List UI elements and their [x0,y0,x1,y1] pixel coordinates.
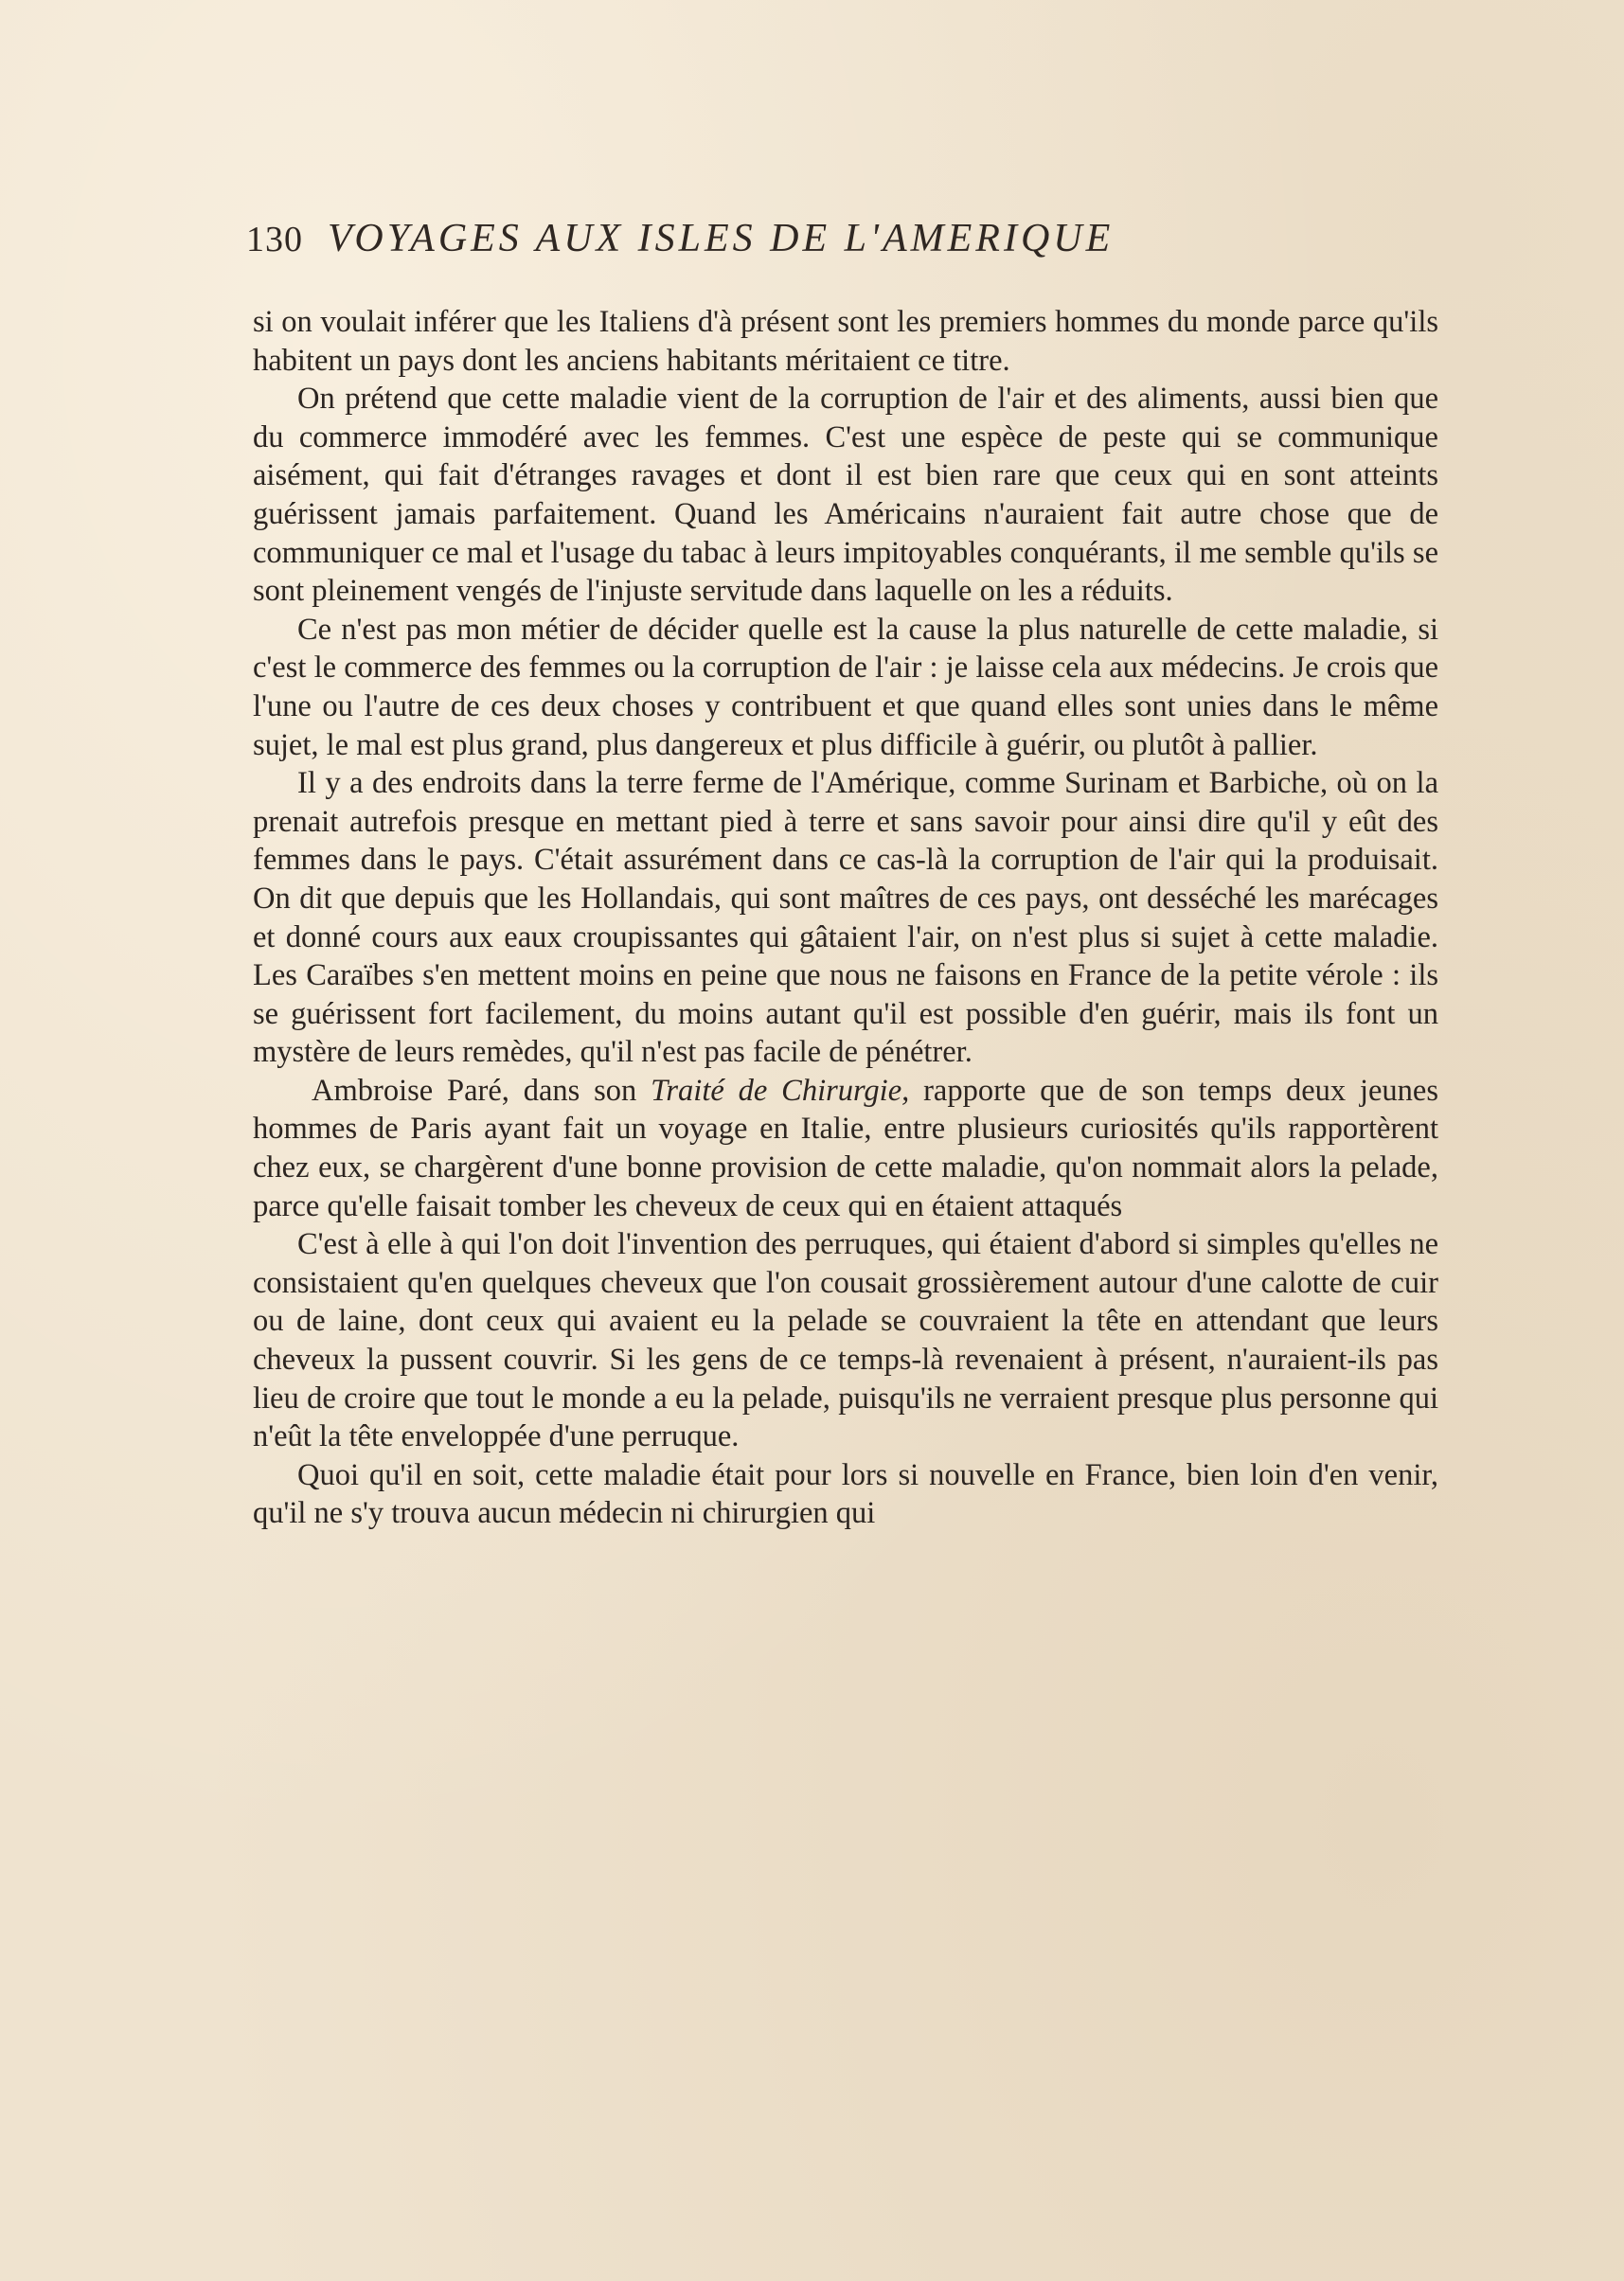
paragraph-maladie-origine: On prétend que cette maladie vient de la corruption de l'air et des aliments, aussi bien que du commerce immodéré avec les femmes. C'est une espèce de peste qui se communique aisément, qui fait d'étranges ravages et dont il est bien rare que ceux qui en sont atteints guérissent jamais parfaitement. Quand les Américains n'auraient fait autre chose que de communiquer ce mal et l'usage du tabac à leurs impitoyables conquérants, il me semble qu'ils se sont pleinement vengés de l'injuste servitude dans laquelle on les a réduits. [253,382,1438,609]
paragraph-ambroise-pare [253,1072,1438,1225]
page-number: 130 [246,220,303,259]
paragraph-ambroise-pare-before: Ambroise Paré, dans son [312,1073,651,1108]
paragraph-ambroise-pare-after: rapporte que de son temps deux jeunes hommes de Paris ayant fait un voyage en Italie, entre plusieurs curiosités qu'ils rapportèrent chez eux, se chargèrent d'une bonne provision de cette maladie, qu'on nommait alors la pelade, parce qu'elle faisait tomber les cheveux de ceux qui en étaient attaqués [253,1073,1438,1223]
paragraph-quoi-quil-en-soit: Quoi qu'il en soit, cette maladie était pour lors si nouvelle en France, bien loin d'en venir, qu'il ne s'y trouva aucun médecin ni chirurgien qui [253,1457,1438,1531]
paragraph-perruques: C'est à elle à qui l'on doit l'invention des perruques, qui étaient d'abord si simples qu'elles ne consistaient qu'en quelques cheveux que l'on cousait grossièrement autour d'une calotte de cuir ou de laine, dont ceux qui avaient eu la pelade se couvraient la tête en attendant que leurs cheveux la pussent couvrir. Si les gens de ce temps-là revenaient à présent, n'auraient-ils pas lieu de croire que tout le monde a eu la pelade, puisqu'ils ne verraient presque plus personne qui n'eût la tête enveloppée d'une perruque. [253,1227,1438,1454]
paragraph-cause-naturelle: Ce n'est pas mon métier de décider quelle est la cause la plus naturelle de cette maladie, si c'est le commerce des femmes ou la corruption de l'air : je laisse cela aux médecins. Je crois que l'une ou l'autre de ces deux choses y contribuent et que quand elles sont unies dans le même sujet, le mal est plus grand, plus dangereux et plus difficile à guérir, ou plutôt à pallier. [253,612,1438,762]
running-title: VOYAGES AUX ISLES DE L'AMERIQUE [328,217,1115,260]
paragraph-continuation: si on voulait inférer que les Italiens d'à présent sont les premiers hommes du monde parce qu'ils habitent un pays dont les anciens habitants méritaient ce titre. [253,305,1438,378]
body-text [253,303,1438,1533]
page-header [246,210,1439,267]
book-title-traite-de-chirurgie: Traité de Chirurgie, [651,1073,910,1108]
paragraph-surinam-barbiche: Il y a des endroits dans la terre ferme de l'Amérique, comme Surinam et Barbiche, où on la prenait autrefois presque en mettant pied à terre et sans savoir pour ainsi dire qu'il y eût des femmes dans le pays. C'était assurément dans ce cas-là la corruption de l'air qui la produisait. On dit que depuis que les Hollandais, qui sont maîtres de ces pays, ont desséché les marécages et donné cours aux eaux croupissantes qui gâtaient l'air, on n'est plus si sujet à cette maladie. Les Caraïbes s'en mettent moins en peine que nous ne faisons en France de la petite vérole : ils se guérissent fort facilement, du moins autant qu'il est possible d'en guérir, mais ils font un mystère de leurs remèdes, qu'il n'est pas facile de pénétrer. [253,766,1438,1070]
